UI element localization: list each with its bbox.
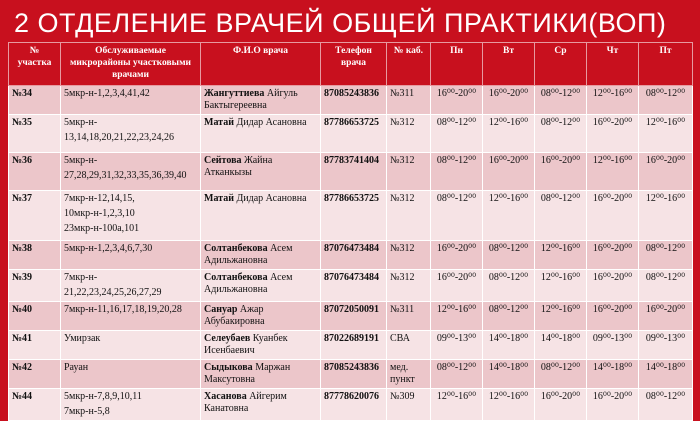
cabinet-cell [387, 331, 431, 360]
doctor-phone: 87783741404 [324, 155, 379, 166]
schedule-time: 14⁰⁰-18⁰⁰ [645, 362, 686, 373]
table-row [9, 153, 693, 191]
area-line: 7мкр-н- [64, 272, 98, 283]
doctor-name-cell [201, 389, 321, 421]
area-number: №38 [12, 243, 33, 254]
schedule-time: 16⁰⁰-20⁰⁰ [488, 155, 529, 166]
doctor-name-cell [201, 270, 321, 302]
areas-cell [61, 86, 201, 115]
area-line: 7мкр-н-11,16,17,18,19,20,28 [64, 304, 182, 315]
areas-cell [61, 270, 201, 302]
doctor-phone-cell [321, 241, 387, 270]
schedule-time: 16⁰⁰-20⁰⁰ [488, 88, 529, 99]
schedule-tue-cell [483, 241, 535, 270]
cabinet-number: №311 [390, 88, 415, 99]
schedule-time: 09⁰⁰-13⁰⁰ [592, 333, 633, 344]
schedule-tue-cell [483, 115, 535, 153]
schedule-time: 14⁰⁰-18⁰⁰ [592, 362, 633, 373]
areas-cell [61, 191, 201, 241]
doctor-phone-cell [321, 331, 387, 360]
cabinet-number: мед. пункт [390, 362, 415, 385]
schedule-mon-cell [431, 302, 483, 331]
area-number-cell [9, 86, 61, 115]
area-line: 13,14,18,20,21,22,23,24,26 [64, 132, 174, 143]
schedule-fri-cell [639, 86, 693, 115]
table-row [9, 331, 693, 360]
area-number-cell [9, 360, 61, 389]
area-number-cell [9, 115, 61, 153]
schedule-time: 08⁰⁰-12⁰⁰ [645, 391, 686, 402]
schedule-time: 12⁰⁰-16⁰⁰ [488, 391, 529, 402]
area-number-cell [9, 331, 61, 360]
schedule-thu-cell [587, 191, 639, 241]
doctor-name-cell [201, 115, 321, 153]
areas-cell [61, 153, 201, 191]
cabinet-cell [387, 241, 431, 270]
cabinet-number: №312 [390, 193, 415, 204]
doctor-given-names: Айгерим Канатовна [204, 391, 287, 414]
schedule-tue-cell [483, 270, 535, 302]
doctor-phone: 87778620076 [324, 391, 379, 402]
cabinet-number: СВА [390, 333, 410, 344]
area-line: 5мкр-н- [64, 117, 98, 128]
schedule-wed-cell [535, 331, 587, 360]
doctor-surname: Солтанбекова [204, 243, 268, 254]
header-cell: Телефон врача [321, 43, 387, 86]
schedule-time: 12⁰⁰-16⁰⁰ [436, 304, 477, 315]
area-number: №40 [12, 304, 33, 315]
schedule-time: 08⁰⁰-12⁰⁰ [540, 193, 581, 204]
table-row [9, 86, 693, 115]
doctor-phone-cell [321, 115, 387, 153]
area-number-cell [9, 153, 61, 191]
schedule-time: 12⁰⁰-16⁰⁰ [488, 193, 529, 204]
schedule-thu-cell [587, 86, 639, 115]
doctor-phone-cell [321, 153, 387, 191]
doctor-given-names: Жайна Атканкызы [204, 155, 273, 178]
header-cell: Пн [431, 43, 483, 86]
area-line: Рауан [64, 362, 89, 373]
schedule-time: 09⁰⁰-13⁰⁰ [436, 333, 477, 344]
doctor-surname: Матай [204, 193, 234, 204]
table-body [9, 86, 693, 421]
schedule-time: 12⁰⁰-16⁰⁰ [540, 272, 581, 283]
schedule-wed-cell [535, 86, 587, 115]
table-row [9, 302, 693, 331]
schedule-time: 16⁰⁰-20⁰⁰ [645, 155, 686, 166]
table-row [9, 115, 693, 153]
doctor-name-cell [201, 331, 321, 360]
area-number: №39 [12, 272, 33, 283]
area-number: №34 [12, 88, 33, 99]
schedule-mon-cell [431, 331, 483, 360]
area-line: 23мкр-н-100а,101 [64, 223, 140, 234]
schedule-time: 16⁰⁰-20⁰⁰ [592, 272, 633, 283]
schedule-table [8, 42, 693, 421]
areas-cell [61, 331, 201, 360]
header-cell: Обслуживаемые микрорайоны участковыми врачами [61, 43, 201, 86]
schedule-time: 16⁰⁰-20⁰⁰ [645, 304, 686, 315]
schedule-tue-cell [483, 360, 535, 389]
page-title: 2 ОТДЕЛЕНИЕ ВРАЧЕЙ ОБЩЕЙ ПРАКТИКИ(ВОП) [14, 8, 667, 38]
schedule-mon-cell [431, 191, 483, 241]
area-number-cell [9, 302, 61, 331]
doctor-given-names: Асем Адильжановна [204, 243, 293, 266]
cabinet-cell [387, 86, 431, 115]
schedule-fri-cell [639, 191, 693, 241]
schedule-fri-cell [639, 360, 693, 389]
area-line: 10мкр-н-1,2,3,10 [64, 208, 135, 219]
schedule-table-container [8, 42, 692, 417]
schedule-fri-cell [639, 153, 693, 191]
schedule-mon-cell [431, 360, 483, 389]
area-line: 21,22,23,24,25,26,27,29 [64, 287, 162, 298]
schedule-time: 08⁰⁰-12⁰⁰ [436, 193, 477, 204]
doctor-phone: 87076473484 [324, 243, 379, 254]
schedule-time: 16⁰⁰-20⁰⁰ [592, 117, 633, 128]
doctor-name-cell [201, 360, 321, 389]
schedule-time: 08⁰⁰-12⁰⁰ [436, 362, 477, 373]
doctor-phone: 87076473484 [324, 272, 379, 283]
schedule-fri-cell [639, 241, 693, 270]
schedule-mon-cell [431, 270, 483, 302]
schedule-thu-cell [587, 153, 639, 191]
cabinet-cell [387, 389, 431, 421]
doctor-phone-cell [321, 360, 387, 389]
areas-cell [61, 389, 201, 421]
table-row [9, 241, 693, 270]
area-number: №41 [12, 333, 33, 344]
doctor-given-names: Ажар Абубакировна [204, 304, 265, 327]
area-number-cell [9, 241, 61, 270]
schedule-time: 16⁰⁰-20⁰⁰ [436, 272, 477, 283]
schedule-time: 08⁰⁰-12⁰⁰ [645, 272, 686, 283]
doctor-surname: Матай [204, 117, 234, 128]
schedule-tue-cell [483, 191, 535, 241]
areas-cell [61, 360, 201, 389]
schedule-time: 12⁰⁰-16⁰⁰ [488, 117, 529, 128]
doctor-given-names: Дидар Асановна [236, 193, 307, 204]
schedule-fri-cell [639, 270, 693, 302]
cabinet-number: №312 [390, 272, 415, 283]
schedule-thu-cell [587, 389, 639, 421]
doctor-surname: Солтанбекова [204, 272, 268, 283]
doctor-phone-cell [321, 191, 387, 241]
cabinet-number: №312 [390, 117, 415, 128]
schedule-time: 16⁰⁰-20⁰⁰ [592, 391, 633, 402]
cabinet-number: №312 [390, 155, 415, 166]
schedule-time: 16⁰⁰-20⁰⁰ [436, 88, 477, 99]
area-number: №35 [12, 117, 33, 128]
schedule-fri-cell [639, 115, 693, 153]
schedule-time: 16⁰⁰-20⁰⁰ [592, 243, 633, 254]
doctor-name-cell [201, 191, 321, 241]
table-row [9, 360, 693, 389]
cabinet-number: №309 [390, 391, 415, 402]
schedule-tue-cell [483, 389, 535, 421]
table-row [9, 270, 693, 302]
doctor-given-names: Маржан Максутовна [204, 362, 291, 385]
doctor-phone: 87786653725 [324, 117, 379, 128]
area-line: 7мкр-н-5,8 [64, 406, 110, 417]
schedule-tue-cell [483, 331, 535, 360]
schedule-thu-cell [587, 331, 639, 360]
area-line: 7мкр-н-12,14,15, [64, 193, 135, 204]
schedule-time: 09⁰⁰-13⁰⁰ [645, 333, 686, 344]
doctor-surname: Сыдыкова [204, 362, 253, 373]
schedule-time: 08⁰⁰-12⁰⁰ [540, 362, 581, 373]
area-number-cell [9, 389, 61, 421]
schedule-time: 12⁰⁰-16⁰⁰ [540, 304, 581, 315]
doctor-name-cell [201, 241, 321, 270]
schedule-thu-cell [587, 270, 639, 302]
header-cell: № каб. [387, 43, 431, 86]
header-cell: Пт [639, 43, 693, 86]
schedule-time: 14⁰⁰-18⁰⁰ [540, 333, 581, 344]
schedule-wed-cell [535, 115, 587, 153]
doctor-phone-cell [321, 86, 387, 115]
areas-cell [61, 302, 201, 331]
schedule-time: 08⁰⁰-12⁰⁰ [645, 88, 686, 99]
doctor-name-cell [201, 302, 321, 331]
schedule-fri-cell [639, 302, 693, 331]
table-row [9, 389, 693, 421]
schedule-wed-cell [535, 241, 587, 270]
header-cell: № участка [9, 43, 61, 86]
schedule-fri-cell [639, 389, 693, 421]
header-cell: Ср [535, 43, 587, 86]
schedule-wed-cell [535, 191, 587, 241]
doctor-surname: Жангуттиева [204, 88, 265, 99]
doctor-phone: 87085243836 [324, 88, 379, 99]
cabinet-cell [387, 360, 431, 389]
schedule-time: 16⁰⁰-20⁰⁰ [592, 304, 633, 315]
cabinet-cell [387, 302, 431, 331]
schedule-time: 16⁰⁰-20⁰⁰ [592, 193, 633, 204]
doctor-surname: Хасанова [204, 391, 247, 402]
schedule-time: 14⁰⁰-18⁰⁰ [488, 362, 529, 373]
schedule-mon-cell [431, 389, 483, 421]
area-number-cell [9, 191, 61, 241]
doctor-name-cell [201, 86, 321, 115]
area-line: 5мкр-н-1,2,3,4,6,7,30 [64, 243, 153, 254]
schedule-tue-cell [483, 302, 535, 331]
header-cell: Ф.И.О врача [201, 43, 321, 86]
table-row [9, 191, 693, 241]
schedule-mon-cell [431, 241, 483, 270]
doctor-phone: 87022689191 [324, 333, 379, 344]
schedule-time: 08⁰⁰-12⁰⁰ [540, 88, 581, 99]
schedule-mon-cell [431, 115, 483, 153]
doctor-surname: Селеубаев [204, 333, 251, 344]
doctor-phone: 87786653725 [324, 193, 379, 204]
schedule-tue-cell [483, 86, 535, 115]
schedule-thu-cell [587, 360, 639, 389]
schedule-wed-cell [535, 302, 587, 331]
schedule-time: 16⁰⁰-20⁰⁰ [540, 155, 581, 166]
header-cell: Чт [587, 43, 639, 86]
area-line: 27,28,29,31,32,33,35,36,39,40 [64, 170, 187, 181]
schedule-time: 08⁰⁰-12⁰⁰ [540, 117, 581, 128]
schedule-thu-cell [587, 115, 639, 153]
schedule-time: 08⁰⁰-12⁰⁰ [436, 117, 477, 128]
cabinet-cell [387, 153, 431, 191]
schedule-wed-cell [535, 389, 587, 421]
schedule-time: 08⁰⁰-12⁰⁰ [488, 243, 529, 254]
doctor-given-names: Асем Адильжановна [204, 272, 293, 295]
areas-cell [61, 115, 201, 153]
header-cell: Вт [483, 43, 535, 86]
schedule-time: 12⁰⁰-16⁰⁰ [592, 155, 633, 166]
schedule-thu-cell [587, 241, 639, 270]
area-number: №42 [12, 362, 33, 373]
schedule-time: 12⁰⁰-16⁰⁰ [645, 117, 686, 128]
area-number: №44 [12, 391, 33, 402]
schedule-time: 08⁰⁰-12⁰⁰ [488, 272, 529, 283]
schedule-mon-cell [431, 86, 483, 115]
doctor-surname: Сануар [204, 304, 238, 315]
area-number: №36 [12, 155, 33, 166]
schedule-time: 12⁰⁰-16⁰⁰ [592, 88, 633, 99]
doctor-phone: 87085243836 [324, 362, 379, 373]
schedule-time: 08⁰⁰-12⁰⁰ [645, 243, 686, 254]
area-line: 5мкр-н-1,2,3,4,41,42 [64, 88, 150, 99]
area-line: 5мкр-н- [64, 155, 98, 166]
schedule-time: 12⁰⁰-16⁰⁰ [645, 193, 686, 204]
doctor-phone-cell [321, 270, 387, 302]
schedule-mon-cell [431, 153, 483, 191]
area-line: 5мкр-н-7,8,9,10,11 [64, 391, 142, 402]
area-line: Умирзак [64, 333, 101, 344]
doctor-phone-cell [321, 389, 387, 421]
schedule-time: 16⁰⁰-20⁰⁰ [436, 243, 477, 254]
cabinet-number: №312 [390, 243, 415, 254]
schedule-time: 14⁰⁰-18⁰⁰ [488, 333, 529, 344]
doctor-phone-cell [321, 302, 387, 331]
cabinet-cell [387, 270, 431, 302]
doctor-given-names: Айгуль Бактыгереевна [204, 88, 298, 111]
cabinet-cell [387, 191, 431, 241]
schedule-time: 12⁰⁰-16⁰⁰ [436, 391, 477, 402]
doctor-name-cell [201, 153, 321, 191]
schedule-time: 12⁰⁰-16⁰⁰ [540, 243, 581, 254]
doctor-given-names: Куанбек Исенбаевич [204, 333, 288, 356]
schedule-wed-cell [535, 153, 587, 191]
doctor-phone: 87072050091 [324, 304, 379, 315]
schedule-time: 08⁰⁰-12⁰⁰ [436, 155, 477, 166]
doctor-surname: Сейтова [204, 155, 242, 166]
areas-cell [61, 241, 201, 270]
schedule-time: 08⁰⁰-12⁰⁰ [488, 304, 529, 315]
cabinet-number: №311 [390, 304, 415, 315]
schedule-tue-cell [483, 153, 535, 191]
schedule-wed-cell [535, 360, 587, 389]
area-number-cell [9, 270, 61, 302]
schedule-time: 16⁰⁰-20⁰⁰ [540, 391, 581, 402]
doctor-given-names: Дидар Асановна [236, 117, 307, 128]
cabinet-cell [387, 115, 431, 153]
header-row [9, 43, 693, 86]
schedule-fri-cell [639, 331, 693, 360]
area-number: №37 [12, 193, 33, 204]
schedule-wed-cell [535, 270, 587, 302]
schedule-thu-cell [587, 302, 639, 331]
